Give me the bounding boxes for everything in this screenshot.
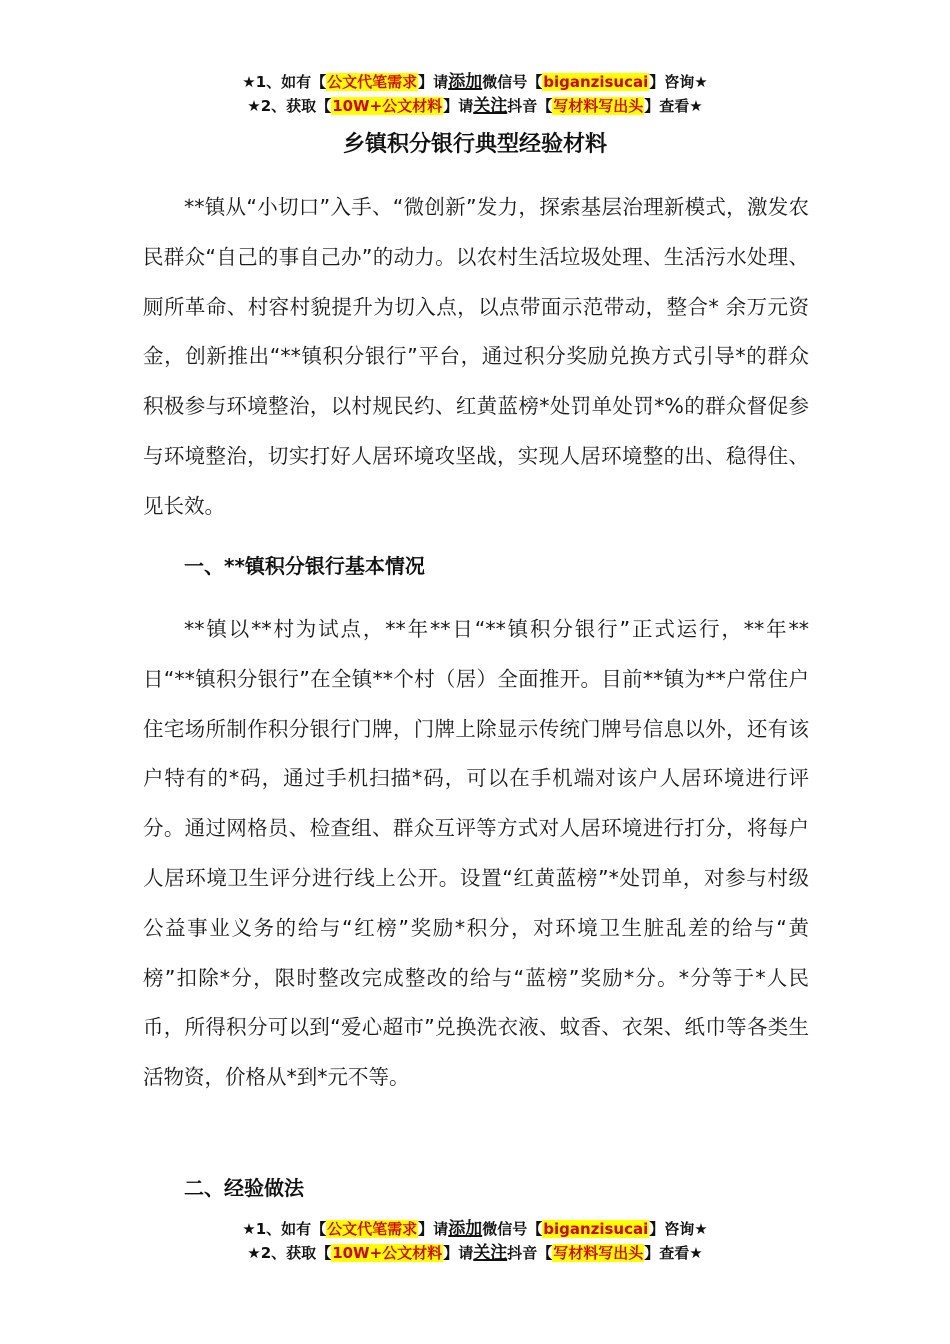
promo-text: ★2、获取【 <box>247 1244 332 1262</box>
promo-text: 】请 <box>418 1220 449 1238</box>
promo-line-1 <box>0 70 950 94</box>
promo-text: ★1、如有【 <box>242 1220 327 1238</box>
promo-underline-text: 关注 <box>473 1243 508 1263</box>
promo-text: 】请 <box>443 97 474 115</box>
promo-text: ★1、如有【 <box>242 73 327 91</box>
promo-text: 】请 <box>443 1244 474 1262</box>
promo-highlight-service: 公文代笔需求 <box>327 1220 418 1238</box>
promo-text: 抖音【 <box>507 1244 553 1262</box>
promo-highlight-douyin-id: 写材料写出头 <box>553 97 644 115</box>
promo-underline-text: 关注 <box>473 96 508 116</box>
promo-text: ★2、获取【 <box>247 97 332 115</box>
promo-text: 微信号【 <box>482 1220 543 1238</box>
promo-highlight-service: 公文代笔需求 <box>327 73 418 91</box>
promo-text: 】请 <box>418 73 449 91</box>
promo-highlight-materials: 10W+公文材料 <box>332 97 443 115</box>
promo-line-2 <box>0 1241 950 1265</box>
body-paragraph-basic-info: **镇以**村为试点，**年**日“**镇积分银行”正式运行，**年**日“**镇积分银行”在全镇**个村（居）全面推开。目前**镇为**户常住户住宅场所制作积分银行门牌，门牌上除显示传统门牌号信息以外，还有该户特有的*码，通过手机扫描*码，可以在手机端对该户人居环境进行评分。通过网格员、检查组、群众互评等方式对人居环境进行打分，将每户人居环境卫生评分进行线上公开。设置“红黄蓝榜”*处罚单，对参与村级公益事业义务的给与“红榜”奖励*积分，对环境卫生脏乱差的给与“黄榜”扣除*分，限时整改完成整改的给与“蓝榜”奖励*分。*分等于*人民币，所得积分可以到“爱心超市”兑换洗衣液、蚊香、衣架、纸巾等各类生活物资，价格从*到*元不等。 <box>143 617 809 1090</box>
promo-text: 】咨询★ <box>649 1220 708 1238</box>
promo-line-2 <box>0 94 950 118</box>
promo-underline-text: 添加 <box>448 72 483 92</box>
promo-underline-text: 添加 <box>448 1219 483 1239</box>
bottom-promo-banner <box>0 1217 950 1265</box>
promo-line-1 <box>0 1217 950 1241</box>
promo-text: 】查看★ <box>644 1244 703 1262</box>
section-heading-basic-info: 一、**镇积分银行基本情况 <box>184 554 425 578</box>
promo-highlight-wechat-id: biganzisucai <box>543 1220 649 1238</box>
promo-text: 】咨询★ <box>649 73 708 91</box>
section-heading-experience: 二、经验做法 <box>184 1176 304 1200</box>
promo-highlight-wechat-id: biganzisucai <box>543 73 649 91</box>
document-title: 乡镇积分银行典型经验材料 <box>342 132 607 157</box>
promo-text: 抖音【 <box>507 97 553 115</box>
top-promo-banner <box>0 70 950 118</box>
promo-highlight-douyin-id: 写材料写出头 <box>553 1244 644 1262</box>
promo-text: 微信号【 <box>482 73 543 91</box>
promo-highlight-materials: 10W+公文材料 <box>332 1244 443 1262</box>
promo-text: 】查看★ <box>644 97 703 115</box>
body-paragraph-intro: **镇从“小切口”入手、“微创新”发力，探索基层治理新模式，激发农民群众“自己的事自己办”的动力。以农村生活垃圾处理、生活污水处理、厕所革命、村容村貌提升为切入点，以点带面示范带动，整合* 余万元资金，创新推出“**镇积分银行”平台，通过积分奖励兑换方式引导*的群众积极参与环境整治，以村规民约、红黄蓝榜*处罚单处罚*%的群众督促参与环境整治，切实打好人居环境攻坚战，实现人居环境整的出、稳得住、见长效。 <box>143 195 809 518</box>
